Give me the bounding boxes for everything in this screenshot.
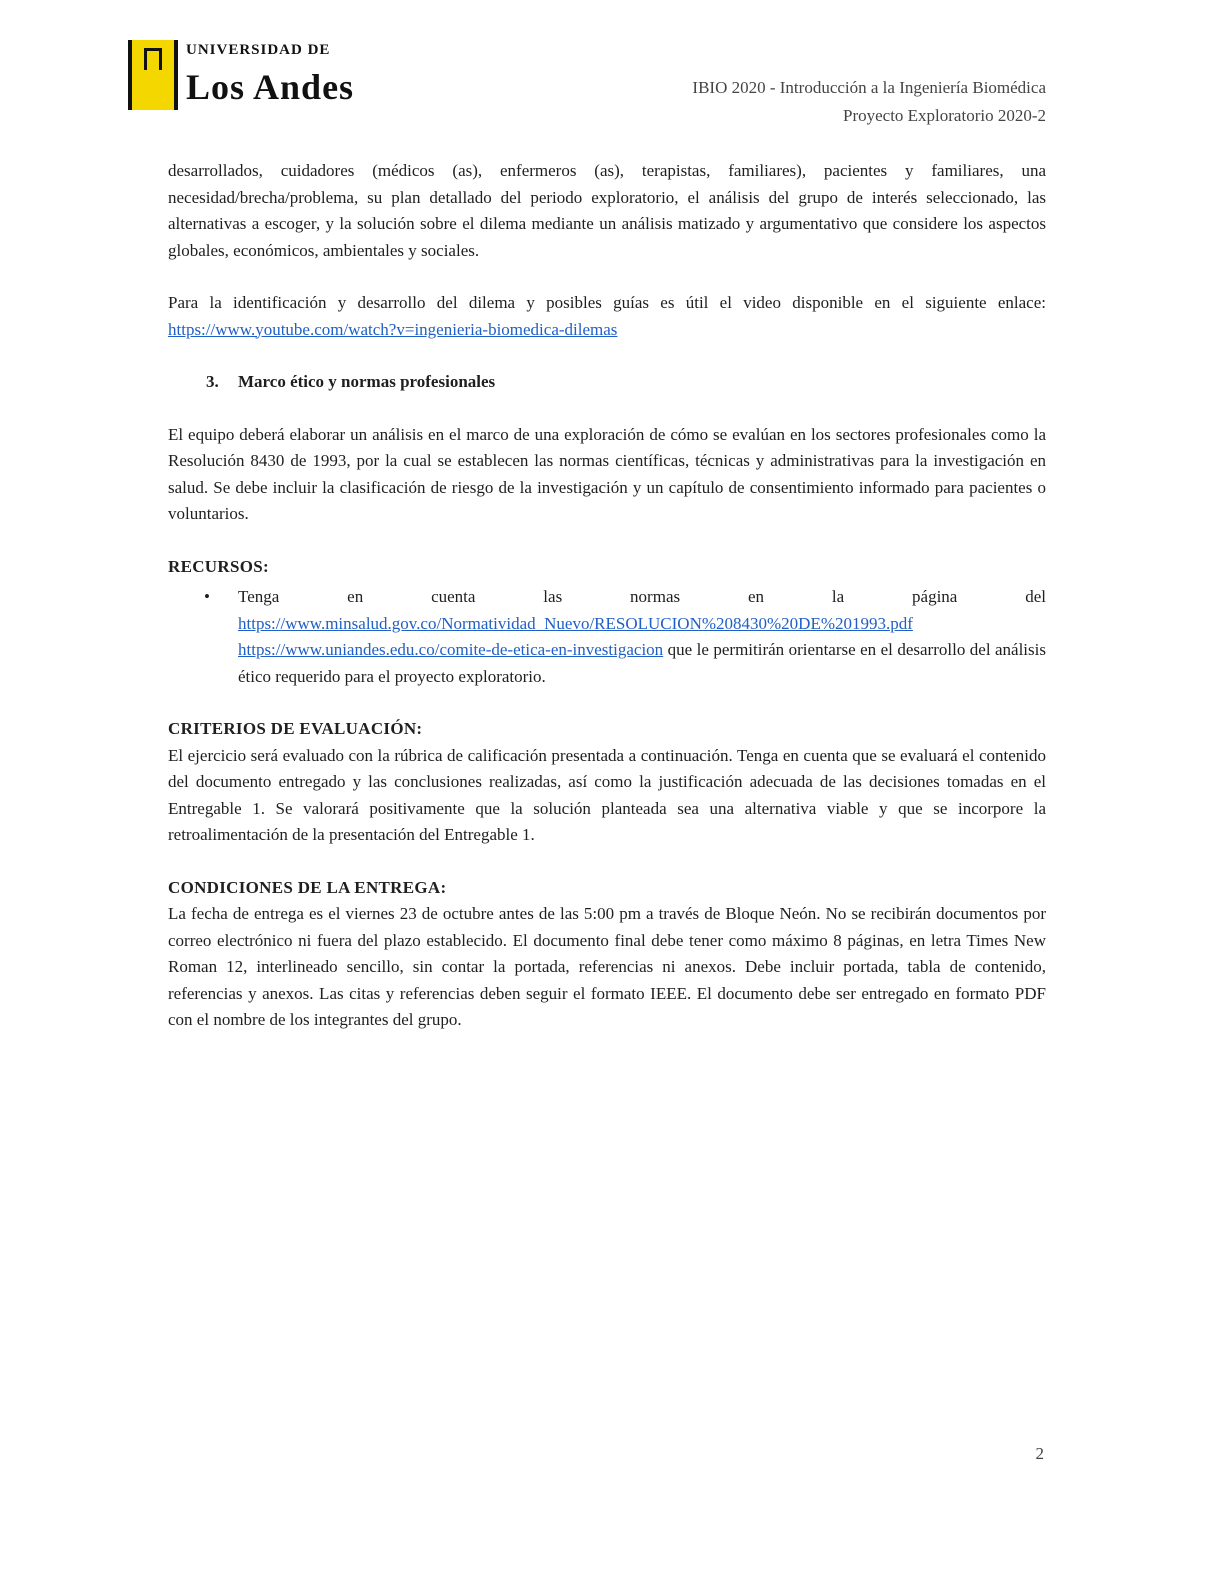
evaluation-heading: CRITERIOS DE EVALUACIÓN: [168,719,423,738]
shield-icon [128,40,178,110]
page-number: 2 [1035,1444,1044,1463]
resources-list [168,584,1046,690]
delivery-heading: CONDICIONES DE LA ENTREGA: [168,877,447,897]
section-title: Marco ético y normas profesionales [238,372,496,391]
section-number: 3. [206,372,219,391]
note-text-1: Tenga en cuenta las normas en la página del [238,587,1046,606]
paragraph-1: desarrollados, cuidadores (médicos (as), enfermeros (as), terapistas, familiares), pacientes y familiares, una necesidad/brecha/problema, su plan detallado del periodo exploratorio, el análisis del grupo de interés seleccionado, las alternativas a escoger, y la solución sobre el dilema mediante un análisis matizado y argumentativo que considere los aspectos globales, económicos, ambientales y sociales. [168,161,1046,260]
document-body [168,158,1046,1060]
list-item [204,584,1046,690]
uniandes-link[interactable]: https://www.uniandes.edu.co/comite-de-etica-en-investigacion [238,640,664,659]
logo-line1: UNIVERSIDAD DE [186,42,331,58]
paragraph-5: La fecha de entrega es el viernes 23 de octubre antes de las 5:00 pm a través de Bloque Neón. No se recibirán documentos por correo electrónico ni fuera del plazo establecido. El documento final debe tener como máximo 8 páginas, en letra Times New Roman 12, interlineado sencillo, sin contar la portada, referencias ni anexos. Debe incluir portada, tabla de contenido, referencias y anexos. Las citas y referencias deben seguir el formato IEEE. El documento debe ser entregado en formato PDF con el nombre de los integrantes del grupo. [168,904,1046,1029]
resources-heading: RECURSOS: [168,556,269,576]
paragraph-2 [168,290,1046,343]
project-title: Proyecto Exploratorio 2020-2 [842,106,1046,125]
video-link[interactable]: https://www.youtube.com/watch?v=ingenieria-biomedica-dilemas [168,319,618,339]
university-logo [128,40,358,112]
paragraph-4: El ejercicio será evaluado con la rúbrica de calificación presentada a continuación. Tenga en cuenta que se evaluará el contenido del documento entregado y las conclusiones realizadas, así como la justificación adecuada de las decisiones tomadas en el Entregable 1. Se valorará positivamente que la solución planteada sea una alternativa viable y que se incorpore la retroalimentación de la presentación del Entregable 1. [168,745,1046,844]
paragraph-2-text: Para la identificación y desarrollo del dilema y posibles guías es útil el video disponible en el siguiente enlace: [168,293,1046,312]
section-heading [206,369,1046,396]
course-title: IBIO 2020 - Introducción a la Ingeniería Biomédica [692,78,1046,97]
note-text-2: que le permitirán orientarse en el desarrollo del análisis ético requerido para el proyecto exploratorio. [238,640,1046,686]
minsalud-link[interactable]: https://www.minsalud.gov.co/Normatividad_Nuevo/RESOLUCION%208430%20DE%201993.pdf [238,613,913,633]
header-info [692,74,1046,130]
bullet-icon: • [204,587,210,606]
logo-line2: Los Andes [186,67,355,107]
paragraph-3: El equipo deberá elaborar un análisis en el marco de una exploración de cómo se evalúan en los sectores profesionales como la Resolución 8430 de 1993, por la cual se establecen las normas científicas, técnicas y administrativas para la investigación en salud. Se debe incluir la clasificación de riesgo de la investigación y un capítulo de consentimiento informado para pacientes o voluntarios. [168,424,1046,523]
